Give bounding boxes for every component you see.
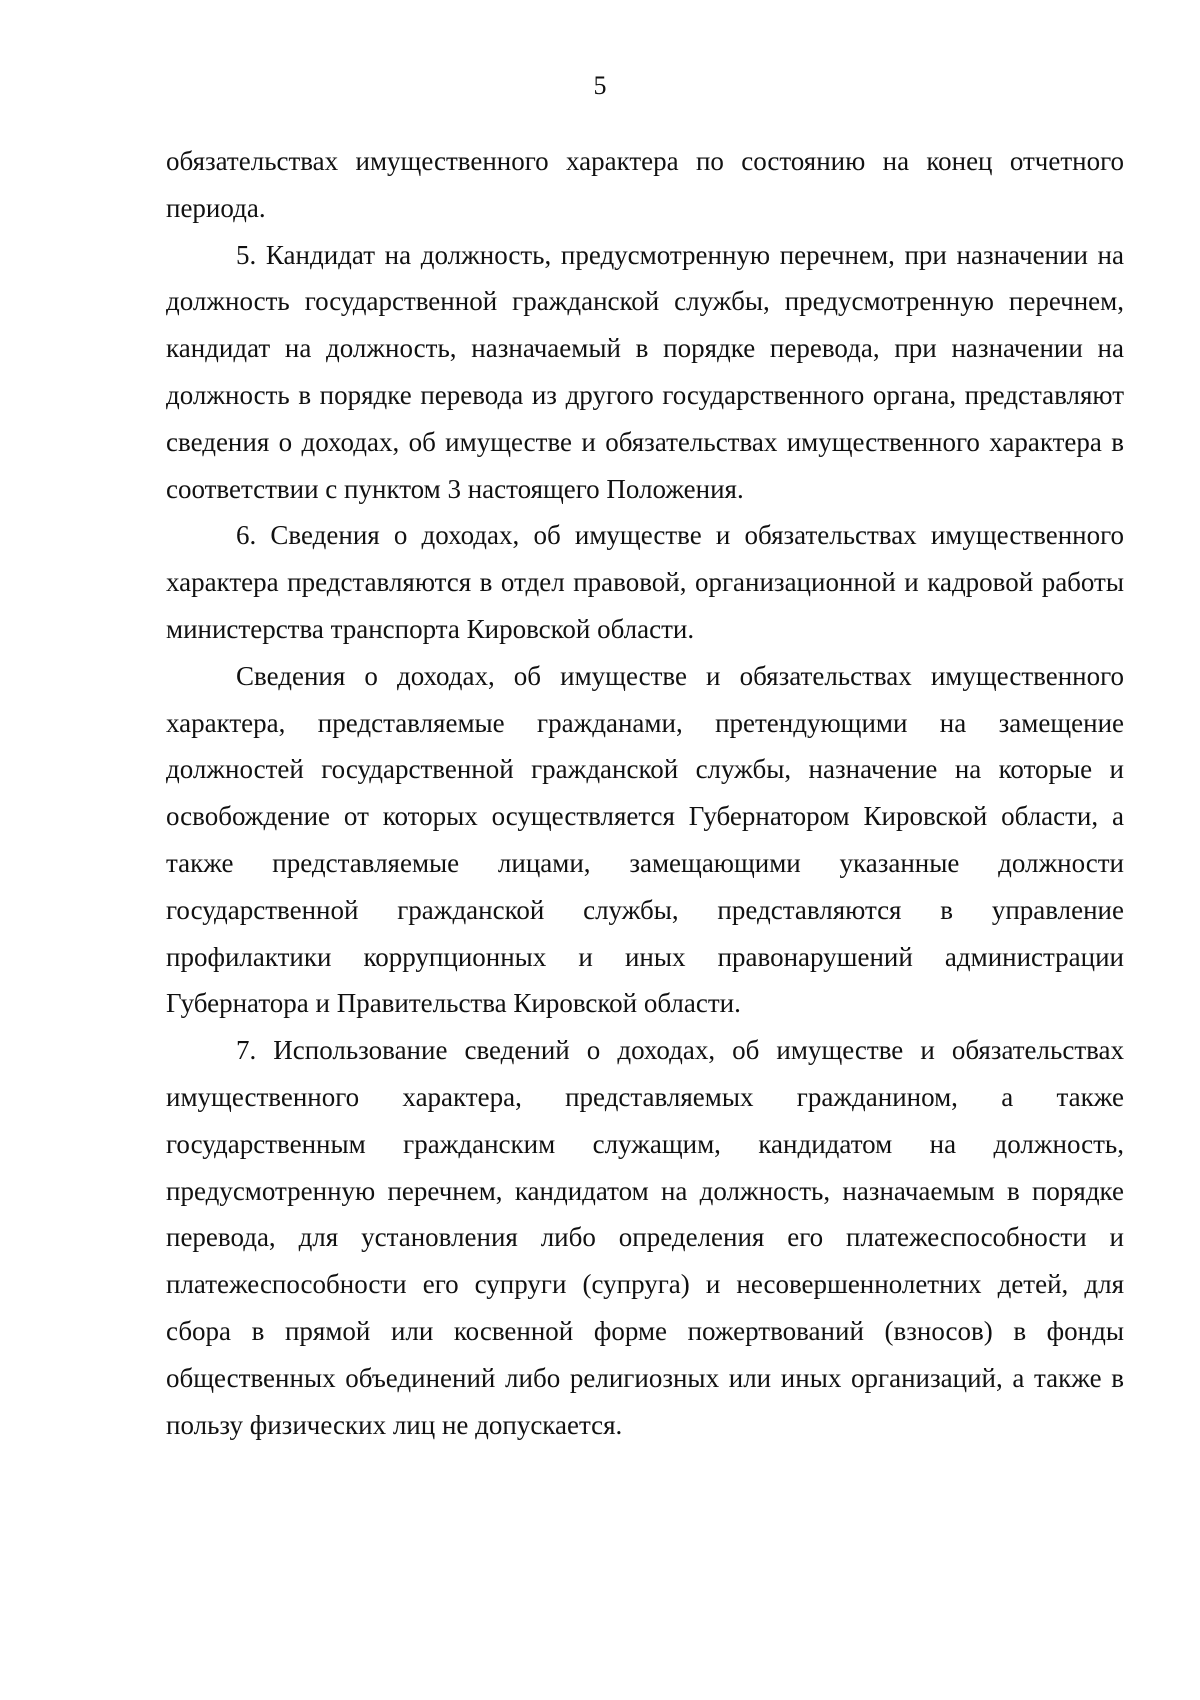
paragraph-item-6: 6. Сведения о доходах, об имуществе и обязательствах имущественного характера представляются в отдел правовой, организационной и кадровой работы министерства транспорта Кировской области. [166, 520, 1124, 644]
paragraph-item-7: 7. Использование сведений о доходах, об имуществе и обязательствах имущественного характера, представляемых гражданином, а также государственным гражданским служащим, кандидатом на должность, предусмотренную перечнем, кандидатом на должность, назначаемым в порядке перевода, для установления либо определения его платежеспособности и платежеспособности его супруги (супруга) и несовершеннолетних детей, для сбора в прямой или косвенной форме пожертвований (взносов) в фонды общественных объединений либо религиозных или иных организаций, а также в пользу физических лиц не допускается. [166, 1035, 1124, 1440]
paragraph-item-5: 5. Кандидат на должность, предусмотренную перечнем, при назначении на должность государственной гражданской службы, предусмотренную перечнем, кандидат на должность, назначаемый в порядке перевода, при назначении на должность в порядке перевода из другого государственного органа, представляют сведения о доходах, об имуществе и обязательствах имущественного характера в соответствии с пунктом 3 настоящего Положения. [166, 239, 1124, 504]
paragraph-continuation: обязательствах имущественного характера по состоянию на конец отчетного периода. [166, 146, 1124, 223]
document-body [166, 138, 1124, 1448]
paragraph-item-6-continued: Сведения о доходах, об имуществе и обязательствах имущественного характера, представляемые гражданами, претендующими на замещение должностей государственной гражданской службы, назначение на которые и освобождение от которых осуществляется Губернатором Кировской области, а также представляемые лицами, замещающими указанные должности государственной гражданской службы, представляются в управление профилактики коррупционных и иных правонарушений администрации Губернатора и Правительства Кировской области. [166, 660, 1124, 1019]
page-number: 5 [593, 71, 607, 100]
